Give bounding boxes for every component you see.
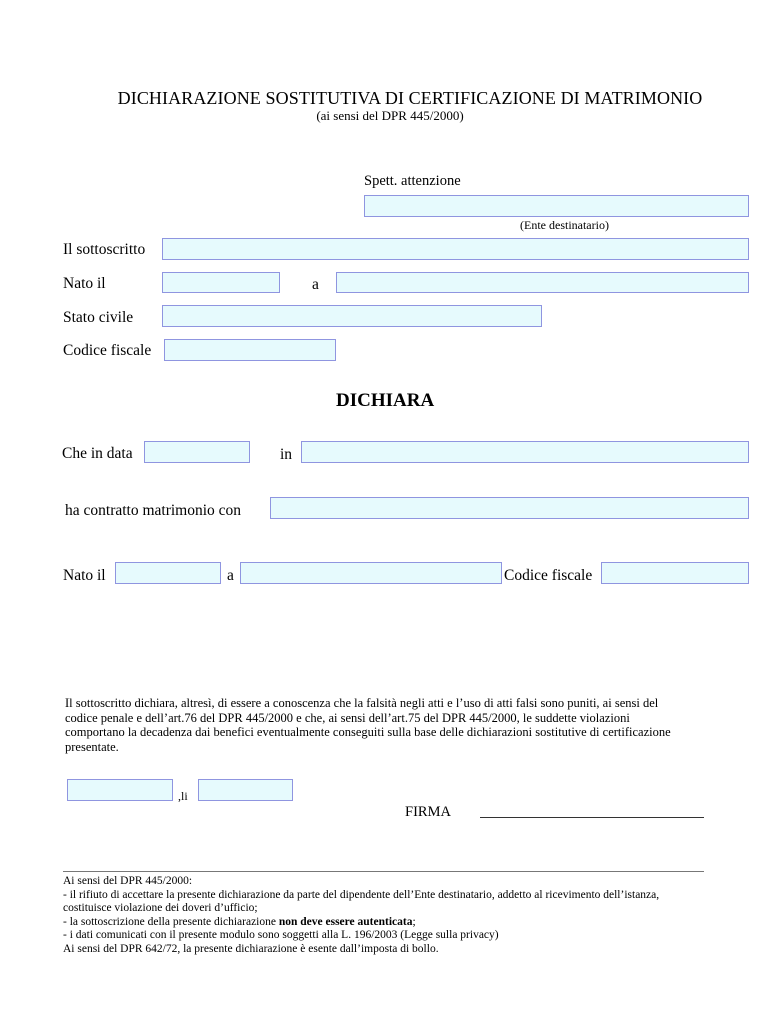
signature-date-field[interactable] bbox=[198, 779, 293, 801]
signature-line[interactable] bbox=[480, 817, 704, 818]
footer-line-text: - la sottoscrizione della presente dichiarazione bbox=[63, 915, 279, 928]
spouse-label: ha contratto matrimonio con bbox=[65, 502, 242, 519]
statement-paragraph bbox=[65, 696, 745, 754]
footer-divider bbox=[63, 871, 704, 872]
declaration-heading: DICHIARA bbox=[336, 390, 435, 411]
marriage-place-label: in bbox=[280, 446, 293, 463]
declarant-place-label: a bbox=[312, 276, 319, 293]
marriage-date-field[interactable] bbox=[144, 441, 250, 463]
declarant-tax-code-field[interactable] bbox=[164, 339, 336, 361]
marriage-place-field[interactable] bbox=[301, 441, 749, 463]
spouse-tax-code-field[interactable] bbox=[601, 562, 749, 584]
recipient-caption: (Ente destinatario) bbox=[520, 218, 609, 232]
spouse-birth-label: Nato il bbox=[63, 567, 106, 584]
footer-line: costituisce violazione dei doveri d’ufficio; bbox=[63, 902, 258, 914]
marriage-date-label: Che in data bbox=[62, 445, 133, 462]
footer-line: Ai sensi del DPR 642/72, la presente dichiarazione è esente dall’imposta di bollo. bbox=[63, 942, 439, 955]
statement-line: Il sottoscritto dichiara, altresì, di essere a conoscenza che la falsità negli atti e l’uso di atti falsi sono puniti, ai sensi del bbox=[65, 696, 659, 710]
declarant-birth-label: Nato il bbox=[63, 275, 106, 292]
spouse-birth-place-field[interactable] bbox=[240, 562, 502, 584]
footer-notes bbox=[63, 875, 753, 956]
firma-label: FIRMA bbox=[405, 804, 451, 820]
document-subtitle: (ai sensi del DPR 445/2000) bbox=[316, 108, 464, 123]
document-title: DICHIARAZIONE SOSTITUTIVA DI CERTIFICAZIONE DI MATRIMONIO bbox=[117, 88, 703, 108]
statement-line: comportano la decadenza dai benefici eventualmente conseguiti sulla base delle dichiarazioni sostitutive di certificazione bbox=[65, 725, 671, 739]
spouse-birth-date-field[interactable] bbox=[115, 562, 221, 584]
spouse-tax-code-label: Codice fiscale bbox=[504, 567, 593, 584]
footer-line: Ai sensi del DPR 445/2000: bbox=[63, 875, 193, 887]
declarant-civil-status-field[interactable] bbox=[162, 305, 542, 327]
footer-line: - i dati comunicati con il presente modulo sono soggetti alla L. 196/2003 (Legge sulla privacy) bbox=[63, 929, 499, 941]
footer-bold-text: non deve essere autenticata bbox=[278, 915, 413, 928]
declarant-name-label: Il sottoscritto bbox=[63, 241, 146, 258]
recipient-label: Spett. attenzione bbox=[364, 173, 461, 189]
recipient-field[interactable] bbox=[364, 195, 749, 217]
footer-line: - il rifiuto di accettare la presente dichiarazione da parte del dipendente dell’Ente destinatario, addetto al ricevimento dell’istanza, bbox=[63, 888, 660, 901]
statement-line: presentate. bbox=[65, 739, 119, 754]
declarant-name-field[interactable] bbox=[162, 238, 749, 260]
declarant-civil-status-label: Stato civile bbox=[63, 309, 134, 326]
declarant-birth-date-field[interactable] bbox=[162, 272, 280, 293]
spouse-name-field[interactable] bbox=[270, 497, 749, 519]
spouse-place-label: a bbox=[227, 567, 234, 584]
footer-line bbox=[63, 916, 753, 930]
footer-line-text: ; bbox=[412, 915, 416, 928]
signature-place-field[interactable] bbox=[67, 779, 173, 801]
li-label: ,li bbox=[178, 789, 188, 803]
statement-line: codice penale e dell’art.76 del DPR 445/2000 e che, ai sensi dell’art.75 del DPR 445/2000, le suddette violazioni bbox=[65, 710, 630, 725]
declarant-tax-code-label: Codice fiscale bbox=[63, 342, 152, 359]
declarant-birth-place-field[interactable] bbox=[336, 272, 749, 293]
